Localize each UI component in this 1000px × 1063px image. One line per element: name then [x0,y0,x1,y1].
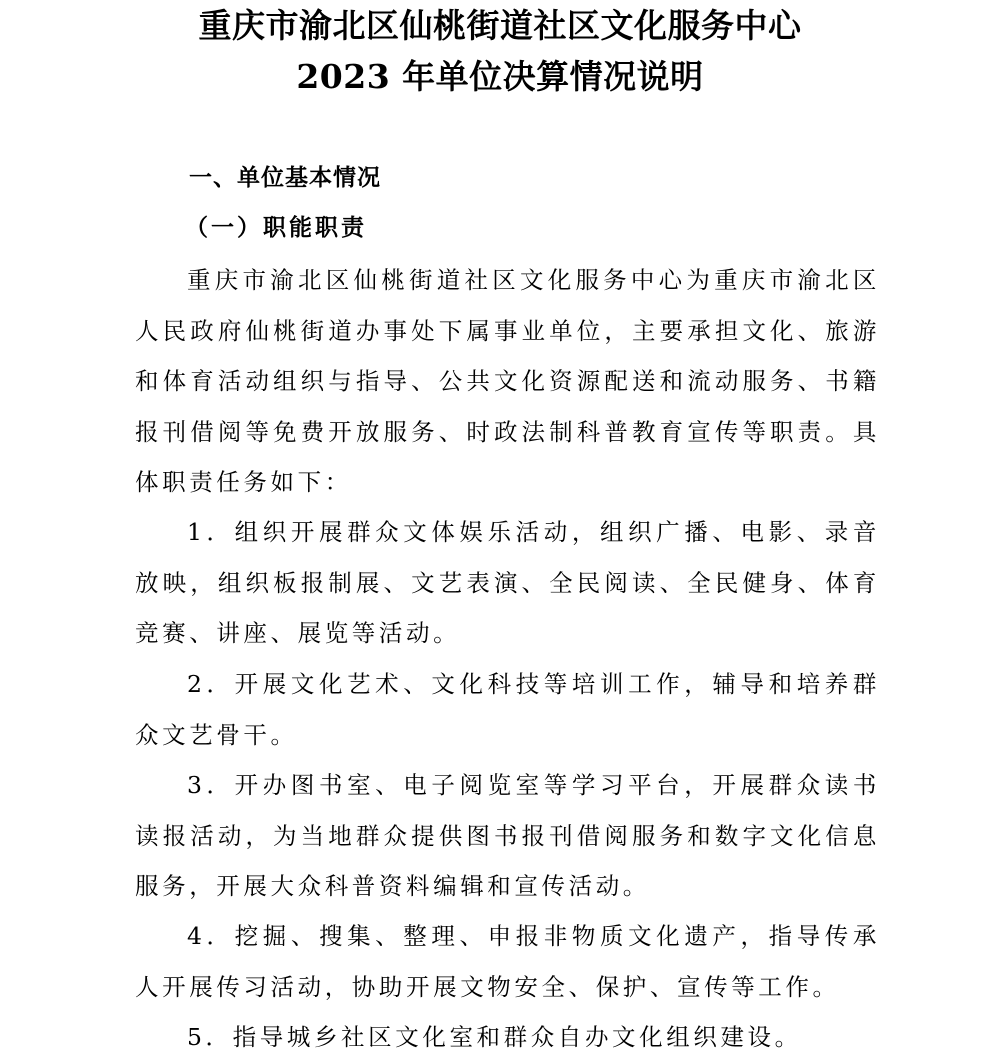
section-heading-basic-info: 一、单位基本情况 [189,165,381,191]
duty-item-2: 2．开展文化艺术、文化科技等培训工作，辅导和培养群众文艺骨干。 [135,670,880,749]
duty-item-4: 4．挖掘、搜集、整理、申报非物质文化遗产，指导传承人开展传习活动，协助开展文物安全、保护、宣传等工作。 [135,922,880,1001]
duty-item-5: 5．指导城乡社区文化室和群众自办文化组织建设。 [187,1023,802,1051]
document-title-line1: 重庆市渝北区仙桃街道社区文化服务中心 [198,6,802,45]
subsection-heading-functions: （一）职能职责 [185,214,367,241]
document-title-line2: 2023 年单位决算情况说明 [296,57,704,96]
duty-item-1: 1．组织开展群众文体娱乐活动，组织广播、电影、录音放映，组织板报制展、文艺表演、全民阅读、全民健身、体育竞赛、讲座、展览等活动。 [135,518,880,647]
intro-paragraph: 重庆市渝北区仙桃街道社区文化服务中心为重庆市渝北区人民政府仙桃街道办事处下属事业单位，主要承担文化、旅游和体育活动组织与指导、公共文化资源配送和流动服务、书籍报刊借阅等免费开放服务、时政法制科普教育宣传等职责。具体职责任务如下： [135,266,880,496]
duty-item-3: 3．开办图书室、电子阅览室等学习平台，开展群众读书读报活动，为当地群众提供图书报刊借阅服务和数字文化信息服务，开展大众科普资料编辑和宣传活动。 [135,771,880,900]
